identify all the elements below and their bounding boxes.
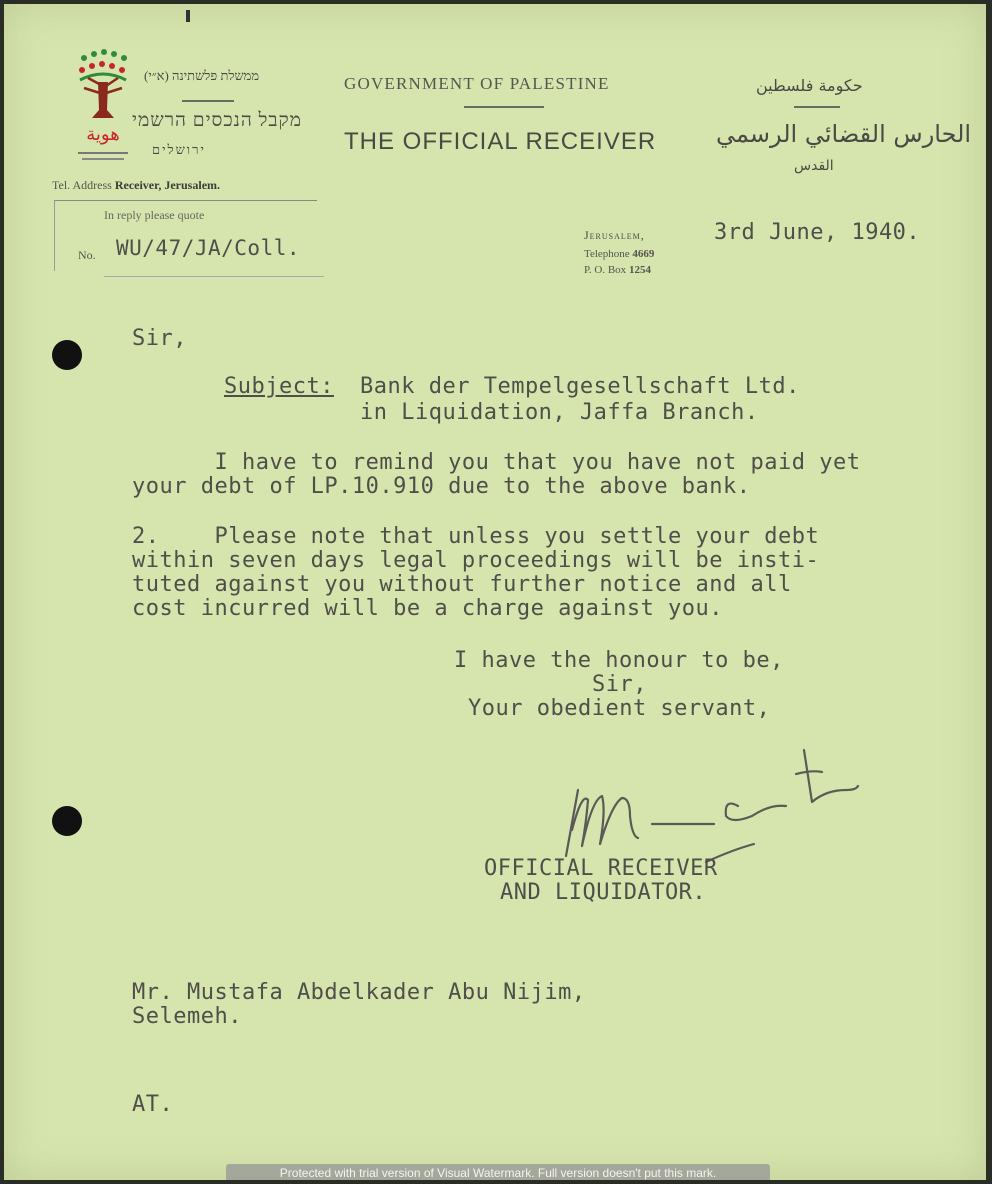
subject-line-1: Bank der Tempelgesellschaft Ltd. — [360, 374, 800, 399]
tel-address-value: Receiver, Jerusalem. — [114, 178, 221, 192]
arabic-city: القدس — [794, 158, 834, 174]
arabic-office: الحارس القضائي الرسمي — [716, 120, 972, 148]
closing-line-3: Your obedient servant, — [468, 696, 771, 721]
city-label: Jerusalem, — [584, 228, 645, 242]
closing-line-1: I have the honour to be, — [454, 648, 784, 673]
paragraph-2-line-2: within seven days legal proceedings will be insti- — [132, 548, 820, 573]
typist-initials: AT. — [132, 1092, 174, 1117]
telephone-line — [584, 248, 654, 260]
paragraph-1-line-2: your debt of LP.10.910 due to the above bank. — [132, 474, 751, 499]
po-box-line — [584, 264, 651, 276]
hebrew-government: ממשלת פלשתינה (א״י) — [144, 68, 260, 83]
trial-watermark: Protected with trial version of Visual Watermark. Full version doesn't put this mark. — [226, 1164, 770, 1180]
english-government: GOVERNMENT OF PALESTINE — [344, 74, 610, 93]
arabic-rule — [794, 106, 840, 108]
tel-address-label: Tel. Address — [52, 178, 112, 192]
paragraph-2-line-4: cost incurred will be a charge against you. — [132, 596, 724, 621]
telephone-label: Telephone — [584, 248, 630, 260]
subject-line-2: in Liquidation, Jaffa Branch. — [360, 400, 759, 425]
tel-address — [52, 178, 220, 193]
signatory-line-1: OFFICIAL RECEIVER — [484, 856, 718, 881]
logo-text: هوية — [86, 124, 120, 145]
hebrew-rule — [182, 100, 234, 102]
letter-sheet — [4, 4, 986, 1180]
reply-underline — [104, 276, 324, 277]
english-office: THE OFFICIAL RECEIVER — [344, 128, 657, 155]
ref-prefix: No. — [78, 248, 96, 262]
handwritten-signature — [556, 740, 876, 870]
punch-hole-bottom — [52, 806, 82, 836]
subject-label: Subject: — [224, 374, 334, 399]
english-rule — [464, 106, 544, 108]
paragraph-2-line-1: 2. Please note that unless you settle your debt — [132, 524, 820, 549]
addressee-line-1: Mr. Mustafa Abdelkader Abu Nijim, — [132, 980, 586, 1005]
closing-line-2: Sir, — [592, 672, 647, 697]
paragraph-1-line-1: I have to remind you that you have not paid yet — [132, 450, 861, 475]
reference-number: WU/47/JA/Coll. — [116, 236, 301, 260]
staple-mark — [186, 10, 190, 22]
signatory-line-2: AND LIQUIDATOR. — [500, 880, 707, 905]
punch-hole-top — [52, 340, 82, 370]
letter-date: 3rd June, 1940. — [714, 220, 921, 245]
reply-quote: In reply please quote — [104, 208, 205, 222]
hebrew-office: מקבל הנכסים הרשמי — [132, 110, 302, 131]
hawiya-logo — [74, 48, 132, 170]
po-box-value: 1254 — [628, 264, 651, 276]
salutation: Sir, — [132, 326, 187, 351]
paragraph-2-line-3: tuted against you without further notice and all — [132, 572, 792, 597]
telephone-value: 4669 — [632, 248, 655, 260]
arabic-government: حكومة فلسطين — [756, 76, 863, 95]
po-box-label: P. O. Box — [584, 264, 627, 276]
addressee-line-2: Selemeh. — [132, 1004, 242, 1029]
hebrew-city: ירושלים — [152, 142, 206, 157]
